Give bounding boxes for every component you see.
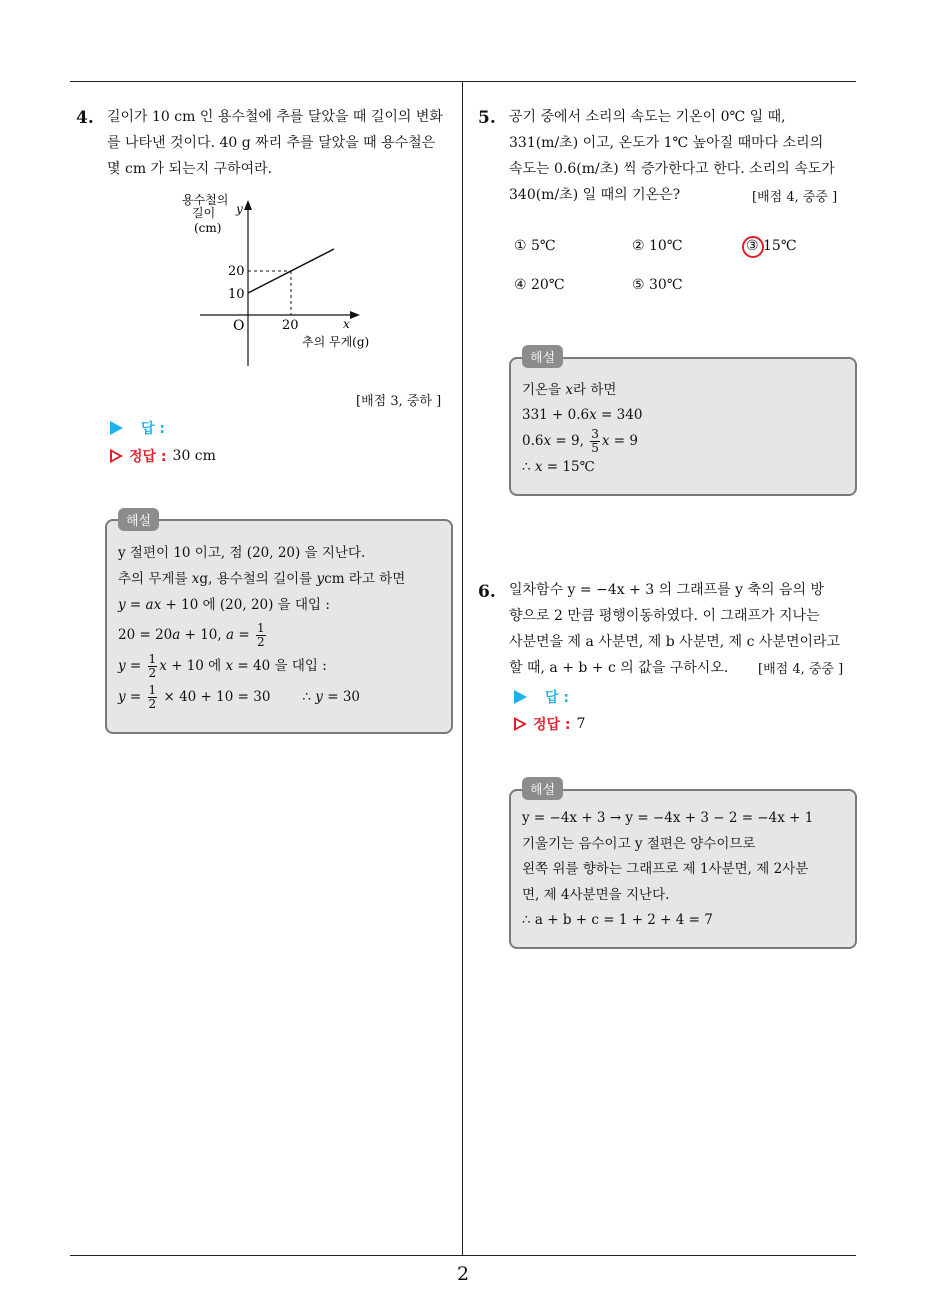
q6-sol-line-3: 왼쪽 위를 향하는 그래프로 제 1사분면, 제 2사분 [522,861,809,877]
q4-number: 4. [76,108,94,128]
q4-correct-label: 정답 : [129,449,167,465]
graph-x-var: x [343,317,350,331]
graph-y-tick-20: 20 [228,264,245,279]
q5-solution-body [522,378,642,480]
q5-choice-4[interactable]: ④ 20℃ [514,277,565,293]
q5-sol-fraction: $\frac{3}{5}$ [591,427,599,455]
q5-choice-5[interactable]: ⑤ 30℃ [632,277,683,293]
answer-arrow-icon [514,690,527,704]
q4-sol-line-5: y = $\frac{1}{2}$ x + 10 에 x = 40 을 대입 : [118,652,327,680]
graph-y-tick-10: 10 [228,287,245,302]
q5-line-1: 공기 중에서 소리의 속도는 기온이 0℃ 일 때, [509,109,786,125]
q4-sol-fraction-3: $\frac{1}{2}$ [148,683,157,711]
q6-sol-line-2: 기울기는 음수이고 y 절편은 양수이므로 [522,835,756,852]
graph-x-tick-20: 20 [282,318,299,333]
top-rule [70,81,856,82]
q6-solution-tag: 해설 [522,777,563,800]
q4-line-1: 길이가 10 cm 인 용수철에 추를 달았을 때 길이의 변화 [107,109,443,125]
q5-line-3: 속도는 0.6(m/초) 씩 증가한다고 한다. 소리의 속도가 [509,161,835,177]
graph-y-title-1: 용수철의 [182,193,229,207]
q4-sol-line-2: 추의 무게를 xg, 용수철의 길이를 ycm 라고 하면 [118,571,406,587]
q5-sol-line-4: ∴ x = 15℃ [522,459,595,475]
q4-sol-line-4: 20 = 20a + 10, a = $\frac{1}{2}$ [118,621,265,649]
q5-score: [배점 4, 중중 ] [752,190,838,205]
q4-sol-line-6: y = $\frac{1}{2}$ × 40 + 10 = 30 ∴ y = 30 [118,683,361,711]
q6-line-3: 사분면을 제 a 사분면, 제 b 사분면, 제 c 사분면이라고 [509,634,841,650]
q6-answer-label: 답 : [545,690,569,706]
q4-sol-fraction-1: $\frac{1}{2}$ [256,621,265,649]
q6-line-2: 향으로 2 만큼 평행이동하였다. 이 그래프가 지나는 [509,608,820,624]
q6-line-1: 일차함수 y = −4x + 3 의 그래프를 y 축의 음의 방 [509,582,825,598]
q5-sol-line-1: 기온을 x라 하면 [522,382,617,398]
q4-sol-line-3: y = ax + 10 에 (20, 20) 을 대입 : [118,597,330,613]
q5-selected-circle-icon [742,236,764,258]
q4-text [107,104,443,182]
q5-line-2: 331(m/초) 이고, 온도가 1℃ 높아질 때마다 소리의 [509,135,824,151]
bottom-rule [70,1255,856,1256]
graph-x-arrow [350,311,360,319]
column-divider [462,81,463,1255]
q4-solution-body [118,540,405,711]
q4-correct-value: 30 cm [172,448,216,464]
q5-sol-line-3: 0.6x = 9, $\frac{3}{5}$ x = 9 [522,427,638,455]
correct-arrow-icon [514,717,527,731]
q6-line-4: 할 때, a + b + c 의 값을 구하시오. [509,660,729,676]
q4-line-3: 몇 cm 가 되는지 구하여라. [107,161,273,177]
q6-sol-line-5: ∴ a + b + c = 1 + 2 + 4 = 7 [522,912,713,928]
q4-sol-fraction-2: $\frac{1}{2}$ [148,652,157,680]
q5-choice-3[interactable]: ③ 15℃ [746,238,797,254]
q6-score: [배점 4, 중중 ] [758,662,844,677]
q6-sol-line-1: y = −4x + 3 → y = −4x + 3 − 2 = −4x + 1 [522,810,814,826]
graph-origin: O [233,318,245,334]
answer-arrow-icon [110,421,123,435]
q5-number: 5. [478,108,496,128]
q6-correct-label: 정답 : [533,717,571,733]
page-number: 2 [456,1263,470,1285]
q5-line-4: 340(m/초) 일 때의 기온은? [509,187,681,203]
q4-score: [배점 3, 중하 ] [356,394,442,409]
graph-y-var: y [236,202,243,216]
q4-solution-tag: 해설 [118,508,159,531]
q6-correct-row [514,714,585,734]
graph-y-title-3: (cm) [194,221,222,235]
q5-sol-line-2: 331 + 0.6x = 340 [522,407,643,423]
q4-graph [170,190,400,370]
q6-sol-line-4: 면, 제 4사분면을 지난다. [522,886,670,903]
q6-answer-row [514,687,569,707]
graph-y-title-2: 길이 [192,206,216,220]
q6-number: 6. [478,582,496,602]
q4-answer-label: 답 : [141,421,165,437]
q5-choice-2[interactable]: ② 10℃ [632,238,683,254]
q5-choice-1[interactable]: ① 5℃ [514,238,556,254]
q4-answer-row [110,418,165,438]
graph-y-arrow [244,200,252,210]
q4-line-2: 를 나타낸 것이다. 40 g 짜리 추를 달았을 때 용수철은 [107,135,436,151]
q4-correct-row [110,446,216,466]
q6-solution-body [522,806,813,934]
q6-correct-value: 7 [576,716,586,732]
correct-arrow-icon [110,449,123,463]
graph-x-title: 추의 무게(g) [302,335,370,349]
q5-solution-tag: 해설 [522,345,563,368]
q4-sol-line-1: y 절편이 10 이고, 점 (20, 20) 을 지난다. [118,545,366,561]
